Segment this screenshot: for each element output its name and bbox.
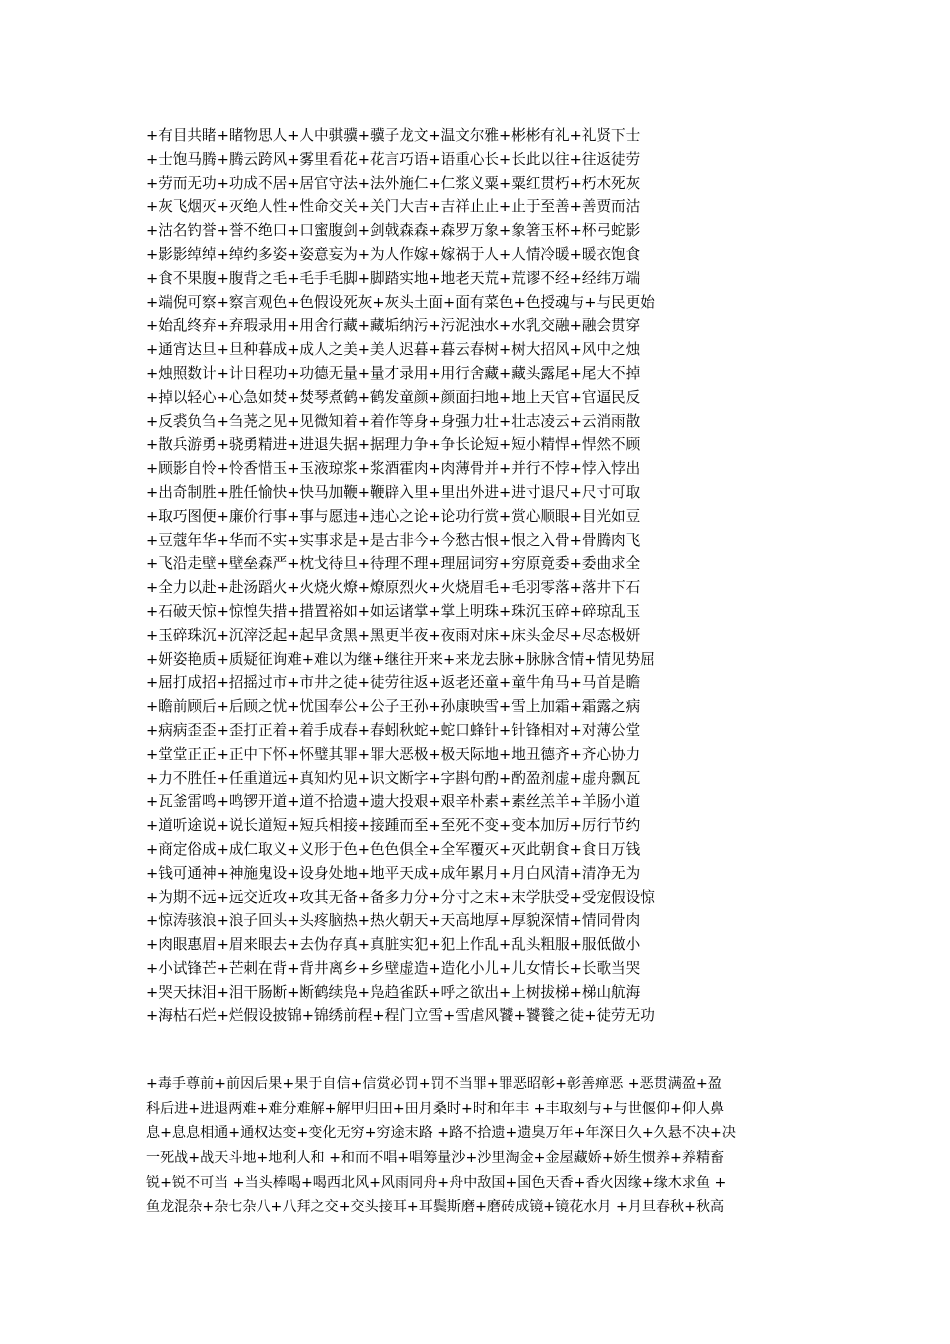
text-line: +商定俗成+成仁取义+义形于色+色色俱全+全军覆灭+灭此朝食+食日万钱 [146,840,641,858]
text-line: +惊涛骇浪+浪子回头+头疼脑热+热火朝天+天高地厚+厚貌深情+情同骨肉 [146,912,641,930]
text-line: 鱼龙混杂+杂七杂八+八拜之交+交头接耳+耳鬓斯磨+磨砖成镜+镜花水月 +月旦春秋+秋高 [146,1199,725,1216]
text-line: 锐+锐不可当 +当头棒喝+喝西北风+风雨同舟+舟中敌国+国色天香+香火因缘+缘木求鱼 + [146,1174,727,1191]
idiom-chain-block [146,124,806,1028]
text-line: +出奇制胜+胜任愉快+快马加鞭+鞭辟入里+里出外进+进寸退尺+尺寸可取 [146,483,641,501]
text-line: +玉碎珠沉+沉滓泛起+起早贪黑+黑更半夜+夜雨对床+床头金尽+尽态极妍 [146,626,641,644]
text-line: +病病歪歪+歪打正着+着手成春+春蚓秋蛇+蛇口蜂针+针锋相对+对薄公堂 [146,721,641,739]
text-line: +顾影自怜+怜香惜玉+玉液琼浆+浆酒霍肉+肉薄骨并+并行不悖+悖入悖出 [146,460,641,478]
text-line: 科后进+进退两难+难分难解+解甲归田+田月桑时+时和年丰 +丰取刻与+与世偃仰+仰人鼻 [146,1100,725,1117]
text-line: +食不果腹+腹背之毛+毛手毛脚+脚踏实地+地老天荒+荒谬不经+经纬万端 [146,269,641,287]
text-line: +力不胜任+任重道远+真知灼见+识文断字+字斟句酌+酌盈剂虚+虚舟飘瓦 [146,769,641,787]
text-line: 一死战+战天斗地+地利人和 +和而不唱+唱筹量沙+沙里淘金+金屋藏娇+娇生惯养+养精畜 [146,1150,725,1167]
text-line: +飞沿走壁+壁垒森严+枕戈待旦+待理不理+理屈词穷+穷原竟委+委曲求全 [146,555,641,573]
text-line: +瓦釜雷鸣+鸣锣开道+道不拾遗+遗大投艰+艰辛朴素+素丝羔羊+羊肠小道 [146,793,641,811]
text-line: +掉以轻心+心急如焚+焚琴煮鹤+鹤发童颜+颜面扫地+地上天官+官逼民反 [146,388,641,406]
text-line: +豆蔻年华+华而不实+实事求是+是古非今+今愁古恨+恨之入骨+骨腾肉飞 [146,531,641,549]
idiom-chain-continuation-block [146,1072,806,1220]
text-line: +取巧图便+廉价行事+事与愿违+违心之论+论功行赏+赏心顺眼+目光如豆 [146,507,641,525]
text-line: +毒手尊前+前因后果+果于自信+信赏必罚+罚不当罪+罪恶昭彰+彰善瘅恶 +恶贯满盈+盈 [146,1076,722,1092]
text-line: +钱可通神+神施鬼设+设身处地+地平天成+成年累月+月白风清+清净无为 [146,864,641,882]
text-line: +士饱马腾+腾云跨风+雾里看花+花言巧语+语重心长+长此以往+往返徒劳 [146,150,641,168]
text-line: +沽名钓誉+誉不绝口+口蜜腹剑+剑戟森森+森罗万象+象箸玉杯+杯弓蛇影 [146,222,641,240]
text-line: +灰飞烟灭+灭绝人性+性命交关+关门大吉+吉祥止止+止于至善+善贾而沽 [146,198,641,216]
text-line: +有目共睹+睹物思人+人中骐骥+骥子龙文+温文尔雅+彬彬有礼+礼贤下士 [146,127,641,144]
text-line: +反裘负刍+刍荛之见+见微知着+着作等身+身强力壮+壮志凌云+云消雨散 [146,412,641,430]
text-line: +全力以赴+赴汤蹈火+火烧火燎+燎原烈火+火烧眉毛+毛羽零落+落井下石 [146,579,641,597]
text-line: +为期不远+远交近攻+攻其无备+备多力分+分寸之末+末学肤受+受宠假设惊 [146,888,655,906]
text-line: 息+息息相通+通权达变+变化无穷+穷途末路 +路不拾遗+遗臭万年+年深日久+久悬不决+决 [146,1125,736,1142]
text-line: +小试锋芒+芒刺在背+背井离乡+乡壁虚造+造化小儿+儿女情长+长歌当哭 [146,959,641,977]
text-line: +妍姿艳质+质疑征询难+难以为继+继往开来+来龙去脉+脉脉含情+情见势屈 [146,650,655,668]
text-line: +始乱终弃+弃瑕录用+用舍行藏+藏垢纳污+污泥浊水+水乳交融+融会贯穿 [146,317,641,335]
text-line: +影影绰绰+绰约多姿+姿意妄为+为人作嫁+嫁祸于人+人情冷暖+暖衣饱食 [146,245,641,263]
text-line: +劳而无功+功成不居+居官守法+法外施仁+仁浆义粟+粟红贯朽+朽木死灰 [146,174,641,192]
text-line: +散兵游勇+骁勇精进+进退失据+据理力争+争长论短+短小精悍+悍然不顾 [146,436,641,454]
text-line: +瞻前顾后+后顾之忧+忧国奉公+公子王孙+孙康映雪+雪上加霜+霜露之病 [146,698,641,716]
text-line: +堂堂正正+正中下怀+怀璧其罪+罪大恶极+极天际地+地丑德齐+齐心协力 [146,745,641,763]
text-line: +海枯石烂+烂假设披锦+锦绣前程+程门立雪+雪虐风饕+饕餮之徒+徒劳无功 [146,1007,655,1025]
text-line: +石破天惊+惊惶失措+措置裕如+如运诸掌+掌上明珠+珠沉玉碎+碎琼乱玉 [146,602,641,620]
text-line: +哭天抹泪+泪干肠断+断鹤续凫+凫趋雀跃+呼之欲出+上树拔梯+梯山航海 [146,983,641,1001]
text-line: +屈打成招+招摇过市+市井之徒+徒劳往返+返老还童+童牛角马+马首是瞻 [146,674,641,692]
text-line: +通宵达旦+旦种暮成+成人之美+美人迟暮+暮云春树+树大招风+风中之烛 [146,341,641,359]
text-line: +肉眼惠眉+眉来眼去+去伪存真+真脏实犯+犯上作乱+乱头粗服+服低做小 [146,936,641,954]
text-line: +道听途说+说长道短+短兵相接+接踵而至+至死不变+变本加厉+厉行节约 [146,817,641,835]
text-line: +端倪可察+察言观色+色假设死灰+灰头土面+面有菜色+色授魂与+与民更始 [146,293,655,311]
text-line: +烛照数计+计日程功+功德无量+量才录用+用行舍藏+藏头露尾+尾大不掉 [146,364,641,382]
